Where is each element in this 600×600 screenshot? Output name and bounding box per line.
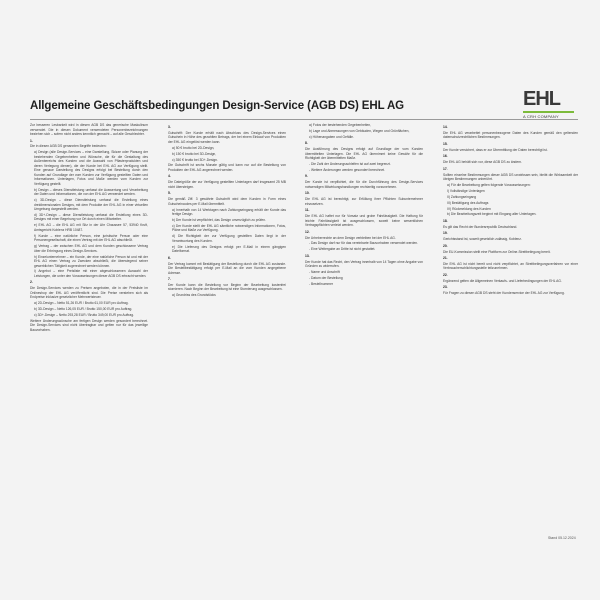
paragraph: - Datum der Bestellung — [309, 275, 343, 280]
paragraph: Der Kunde versichert, dass er zur Übermittlung der Daten berechtigt ist. — [443, 147, 548, 152]
paragraph: - Die Zahl der Änderungsschleifen ist auf zwei begrenzt. — [309, 162, 391, 167]
logo-wordmark: EHL — [523, 88, 560, 110]
section-number: 1. — [30, 138, 33, 143]
paragraph: c) Höhenangaben und Gefälle. — [309, 134, 354, 139]
paragraph: g) Vertrag – der zwischen EHL AG und dem Kunden geschlossene Vertrag über die Erbringung eines Design-Services. — [34, 244, 148, 253]
paragraph: - Name und Anschrift — [309, 270, 340, 275]
text-column-3 — [305, 123, 423, 288]
text-column-2 — [168, 123, 286, 299]
section-number: 8. — [305, 141, 308, 146]
paragraph: a) Fotos der bestehenden Gegebenheiten, — [309, 123, 372, 127]
document-footer: Stand 05.12.2024 — [548, 536, 576, 540]
paragraph: b) 3D-Design – Netto 126,05 EUR / Brutto 150,00 EUR pro Auftrag. — [34, 307, 133, 312]
paragraph: e) Die Lieferung des Designs erfolgt per E-Mail in einem gängigen Dateiformat. — [172, 244, 286, 254]
paragraph: c) 350 € brutto bei 3D+-Design. — [172, 157, 218, 162]
ehl-logo — [523, 89, 578, 119]
paragraph: Sollten einzelne Bestimmungen dieser AGB DS unwirksam sein, bleibt die Wirksamkeit der übrigen Bestimmungen unberührt. — [443, 172, 578, 182]
paragraph: d) Die Richtigkeit der zur Verfügung gestellten Daten liegt in der Verantwortung des Kunden. — [172, 234, 286, 243]
section-number: 12. — [305, 229, 310, 234]
paragraph: b) Die Bearbeitungszeit beginnt mit Eingang aller Unterlagen. — [447, 212, 537, 217]
paragraph: h) Einzelunternehmer – ein Kunde, der eine natürliche Person ist und mit der EHL AG einen Vertrag zu Zwecken abschließt, die überwiegend seiner gewerblichen Tätigkeit zugerechnet werden können. — [34, 254, 148, 268]
paragraph: Die EHL AG haftet nur für Vorsatz und grobe Fahrlässigkeit. Die Haftung für leichte Fahrlässigkeit ist ausgeschlossen, soweit keine wesentlichen Vertragspflichten verletzt werden. — [305, 214, 423, 228]
section-number: 16. — [443, 154, 448, 159]
paragraph: Weitere Änderungswünsche am fertigen Design werden gesondert berechnet. Die Design-Services sind nicht übertragbar und gelten nur für das jeweilige Bauvorhaben. — [30, 318, 148, 332]
section-number: 17. — [443, 166, 448, 171]
section-number: 3. — [168, 125, 171, 129]
paragraph: d) 3D+-Design – diese Dienstleistung umfasst die Erstellung eines 3D-Designs mit einer Begehung vor Ort durch einen Mitarbeiter. — [34, 212, 148, 222]
section-number: 22. — [443, 272, 448, 277]
paragraph: a) Design (alle Design-Services – eine Darstellung, Skizze oder Planung der bestehenden Gegebenheiten und Wünsche, die für die Gestaltung des Außenbereichs des Kunden und die Auswahl von Pflasterprodukten und deren Verlegung dienen), die der Kunde bei EHL AG zur Verfügung stellt. Eine genaue Darstellung des Designs erfolgt bei Bestellung durch den Kunden auf Grundlage der vom Kunden zur Verfügung gestellten Daten und Informationen. Unterlagen, Fotos und Maße werden vom Kunden zur Verfügung gestellt. — [34, 150, 148, 186]
section-number: 23. — [443, 285, 448, 290]
paragraph: - Eine Weitergabe an Dritte ist nicht gestattet. — [309, 247, 376, 252]
section-number: 11. — [305, 208, 310, 213]
paragraph: Die in diesen AGB DS genannten Begriffe bedeuten: — [30, 144, 107, 149]
paragraph: b) Lage und Abmessungen von Gebäuden, Wegen und Grünflächen, — [309, 128, 410, 133]
section-number: 18. — [443, 218, 448, 223]
paragraph: c) 3D+-Design – Netto 293,28 EUR / Brutto 349,00 EUR pro Auftrag. — [34, 312, 134, 317]
paragraph: i) Angebot – eine Preisliste mit einer abgeschlossenen Auswahl der Leistungen, die unter den Voraussetzungen dieser AGB DS erbracht werden. — [34, 269, 148, 278]
section-number: 21. — [443, 256, 448, 261]
paragraph: Gerichtsstand ist, soweit gesetzlich zulässig, Koblenz. — [443, 237, 522, 242]
document-title: Allgemeine Geschäftsbedingungen Design-Service (AGB DS) EHL AG — [30, 100, 405, 112]
paragraph: Die EHL AG ist nicht bereit und nicht verpflichtet, an Streitbeilegungsverfahren vor einer Verbraucherschlichtungsstelle teilzunehmen. — [443, 261, 578, 271]
paragraph: Für Fragen zu diesen AGB DS steht der Kundenservice der EHL AG zur Verfügung. — [443, 291, 565, 296]
paragraph: Gutschrift: Der Kunde erhält nach Abschluss des Design-Services einen Gutschein in Höhe des gezahlten Betrags, der bei einem Einkauf von Produkten der EHL AG eingelöst werden kann. — [168, 130, 286, 144]
paragraph: IV) Rückmeldung des Kunden — [447, 206, 491, 211]
paragraph: Die Urheberrechte an dem Design verbleiben bei der EHL AG. — [305, 235, 396, 240]
paragraph: Es gilt das Recht der Bundesrepublik Deutschland. — [443, 224, 518, 229]
paragraph: Die EHL AG behält sich vor, diese AGB DS zu ändern. — [443, 160, 523, 165]
section-number: 14. — [443, 125, 448, 129]
paragraph: b) 150 € brutto bei 3D-Design, — [172, 151, 217, 156]
section-number: 20. — [443, 243, 448, 248]
paragraph: a) Innerhalb von 14 Werktagen nach Zahlungseingang erhält der Kunde das fertige Design. — [172, 207, 286, 217]
paragraph: Die Dateigröße der zur Verfügung gestellten Unterlagen darf insgesamt 25 MB nicht übersteigen. — [168, 180, 286, 189]
section-number: 19. — [443, 231, 448, 236]
text-column-1 — [30, 123, 148, 334]
title-divider — [30, 119, 578, 120]
section-number: 2. — [30, 280, 33, 285]
paragraph: a) Grundriss des Grundstücks — [172, 293, 216, 298]
section-number: 15. — [443, 141, 448, 146]
paragraph: Ergänzend gelten die Allgemeinen Verkaufs- und Lieferbedingungen der EHL AG. — [443, 278, 562, 283]
paragraph: b) Design – dieses Dienstleistung umfasst die Auswertung und Verarbeitung der Daten und Informationen, die von der EHL AG verwendet werden. — [34, 187, 148, 197]
paragraph: Die EU-Kommission stellt eine Plattform zur Online-Streitbeilegung bereit. — [443, 249, 551, 254]
paragraph: Die Design-Services werden zu Preisen angeboten, die in der Preisliste im Onlineshop der EHL AG veröffentlicht sind. Die Preise verstehen sich als Endpreise inklusive gesetzlicher Mehrwertsteuer. — [30, 286, 148, 300]
logo-accent-bar — [523, 111, 574, 113]
paragraph: I) Vollständige Unterlagen — [447, 188, 485, 193]
paragraph: e) EHL AG – die EHL AG mit Sitz in der Ahr Chaussee 57, 53940 Kruft, Amtsgericht Koblenz HRB 10487. — [34, 223, 148, 232]
paragraph: - Weitere Änderungen werden gesondert berechnet. — [309, 167, 385, 172]
section-number: 13. — [305, 253, 310, 258]
paragraph: - Das Design darf nur für das vereinbarte Bauvorhaben verwendet werden. — [309, 241, 419, 246]
paragraph: a) Für die Bearbeitung gelten folgende Voraussetzungen: — [447, 182, 531, 187]
paragraph: c) 3D-Design – diese Dienstleistung umfasst die Erstellung eines dreidimensionalen Designs, mit dem Produkte der EHL AG in einer virtuellen Umgebung dargestellt werden. — [34, 198, 148, 212]
paragraph: Der Kunde hat das Recht, den Vertrag innerhalb von 14 Tagen ohne Angabe von Gründen zu widerrufen. — [305, 259, 423, 269]
paragraph: Die EHL AG verarbeitet personenbezogene Daten des Kunden gemäß den geltenden datenschutzrechtlichen Bestimmungen. — [443, 130, 578, 140]
logo-tagline: A CRH COMPANY — [523, 114, 559, 119]
paragraph: f) Kunde – eine natürliche Person, eine juristische Person oder eine Personengesellschaft, die einen Vertrag mit der EHL AG abschließt. — [34, 233, 148, 243]
paragraph: Zur besseren Lesbarkeit wird in diesen AGB DS das generische Maskulinum verwendet. Die in diesen Dokument verwendeten Personenbezeichnungen beziehen sich – sofern nicht anders kenntlich gemacht – auf alle Geschlechter. — [30, 123, 148, 136]
paragraph: Der Vertrag kommt mit Bestätigung der Bestellung durch die EHL AG zustande. Die Bestellbestätigung erfolgt per E-Mail an die vom Kunden angegebene Adresse. — [168, 261, 286, 275]
paragraph: III) Bestätigung des Auftrags — [447, 200, 489, 205]
text-column-4 — [443, 123, 578, 297]
paragraph: - Bestellnummer — [309, 281, 334, 286]
paragraph: Die Gutschrift ist sechs Monate gültig und kann nur auf die Bestellung von Produkten der EHL AG angerechnet werden. — [168, 163, 286, 172]
paragraph: a) 2D-Design – Netto 51,26 EUR / Brutto 61,00 EUR pro Auftrag. — [34, 301, 129, 306]
paragraph: Die EHL AG ist berechtigt, zur Erfüllung ihrer Pflichten Subunternehmer einzusetzen. — [305, 197, 423, 206]
paragraph: II) Zahlungseingang — [447, 194, 477, 199]
paragraph: c) Der Kunde stellt der EHL AG sämtliche notwendigen Informationen, Fotos, Pläne und Maße zur Verfügung. — [172, 223, 286, 233]
section-number: 10. — [305, 191, 310, 196]
section-number: 4. — [168, 174, 171, 179]
section-number: 6. — [168, 255, 171, 260]
section-number: 7. — [168, 277, 171, 282]
paragraph: Der Kunde kann die Bestellung vor Beginn der Bearbeitung kostenfrei stornieren. Nach Beginn der Bearbeitung ist eine Stornierung ausgeschlossen. — [168, 282, 286, 292]
paragraph: a) 50 € brutto bei 2D-Design, — [172, 145, 215, 150]
section-number: 9. — [305, 174, 308, 179]
paragraph: Der Kunde ist verpflichtet, die für die Durchführung des Design-Services notwendigen Mitwirkungshandlungen rechtzeitig vorzunehmen. — [305, 180, 423, 189]
paragraph: Die Ausführung des Designs erfolgt auf Grundlage der vom Kunden übermittelten Unterlagen. Die EHL AG übernimmt keine Gewähr für die Richtigkeit der übermittelten Maße. — [305, 147, 423, 161]
paragraph: Die gemäß Ziff. 3 gewährte Gutschrift wird dem Kunden in Form eines Gutscheincodes per E-Mail übermittelt. — [168, 197, 286, 206]
section-number: 5. — [168, 191, 171, 196]
paragraph: b) Der Kunde ist verpflichtet, das Design unverzüglich zu prüfen. — [172, 218, 267, 223]
